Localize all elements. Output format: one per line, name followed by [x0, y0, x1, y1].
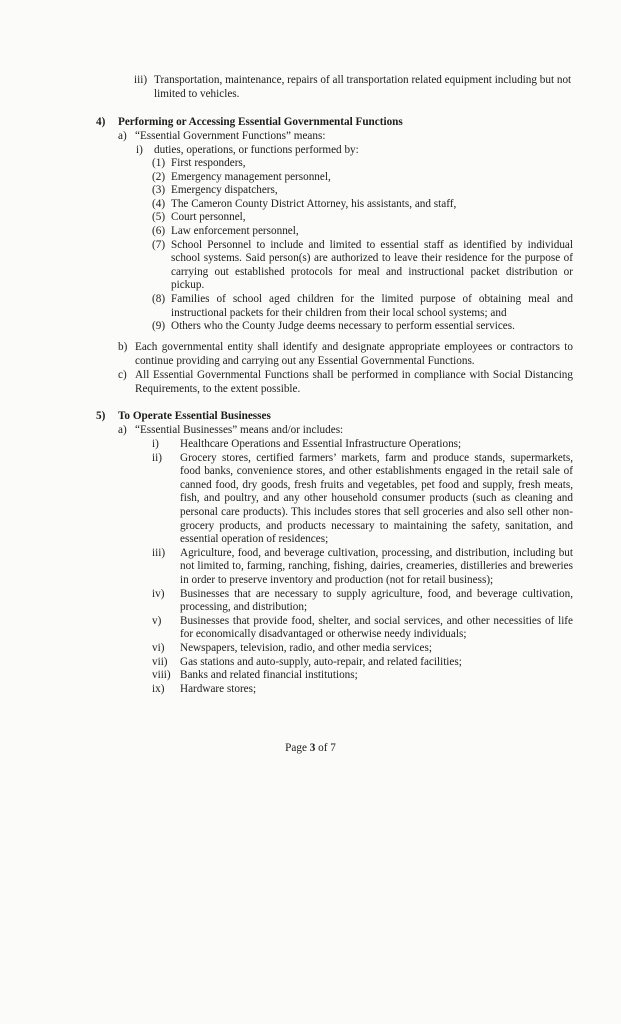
page-number: 3 — [309, 742, 316, 754]
subitem-label: i) — [136, 144, 143, 156]
section-4-a-i — [136, 144, 359, 158]
subsection-text: “Essential Government Functions” means: — [135, 130, 326, 142]
list-item: ii) Grocery stores, certified farmers’ markets, farm and produce stands, supermarkets, food banks, convenience stores, and other establishments engaged in the retail sale of canned food, dry goods, fresh fruits and vegetables, pet food and supply, fresh meats, fish, and poultry, and any other household consumer products (such as cleaning and personal care products). This includes stores that sell groceries and also sell other non- grocery products, and products necessary to maintaining the safety, sanitation, and essential operation of residences; — [152, 451, 573, 546]
subsection-text: All Essential Governmental Functions shall be performed in compliance with Social Distancing Requirements, to the extent possible. — [135, 369, 573, 395]
section-5-heading — [96, 410, 271, 424]
transportation-item — [134, 74, 575, 101]
list-item: (4) The Cameron County District Attorney, his assistants, and staff, — [152, 197, 457, 210]
subitem-text: duties, operations, or functions performed by: — [154, 144, 359, 156]
section-title: Performing or Accessing Essential Governmental Functions — [118, 116, 403, 128]
list-item: (2) Emergency management personnel, — [152, 170, 331, 183]
section-number: 5) — [96, 410, 106, 422]
section-title: To Operate Essential Businesses — [118, 410, 271, 422]
subsection-label: c) — [118, 369, 127, 381]
section-4-a — [118, 130, 325, 144]
list-item: ix) Hardware stores; — [152, 682, 257, 695]
section-4-c — [118, 369, 573, 396]
list-item: (3) Emergency dispatchers, — [152, 184, 278, 197]
list-item: (7) School Personnel to include and limited to essential staff as identified by individual school systems. Said person(s) are authorized to leave their residence for the purpose of carrying out established protocols for meal and instructional packet distribution or pickup. — [152, 238, 573, 292]
section-4-heading — [96, 116, 403, 130]
subsection-text: Each governmental entity shall identify and designate appropriate employees or contractors to continue providing and carrying out any Essential Governmental Functions. — [135, 341, 573, 367]
list-item: vii) Gas stations and auto-supply, auto-repair, and related facilities; — [152, 655, 462, 668]
list-item: (5) Court personnel, — [152, 211, 246, 224]
government-functions-list — [152, 157, 573, 334]
list-item: v) Businesses that provide food, shelter, and social services, and other necessities of life for economically disadvantaged or otherwise needy individuals; — [152, 614, 573, 641]
list-item: i) Healthcare Operations and Essential Infrastructure Operations; — [152, 438, 462, 450]
list-item: iii) Agriculture, food, and beverage cultivation, processing, and distribution, including but not limited to, farming, ranching, fishing, dairies, creameries, distilleries and breweries in order to preserve inventory and production (not for retail business); — [152, 546, 573, 586]
list-item: (1) First responders, — [152, 157, 246, 169]
item-text: Transportation, maintenance, repairs of all transportation related equipment including but not limited to vehicles. — [154, 74, 572, 100]
item-label: iii) — [134, 74, 148, 86]
list-item: (6) Law enforcement personnel, — [152, 224, 299, 237]
section-number: 4) — [96, 116, 106, 128]
list-item: (8) Families of school aged children for the limited purpose of obtaining meal and instructional packets for their children from their local school systems; and — [152, 292, 573, 319]
subsection-label: a) — [118, 130, 127, 142]
list-item: (9) Others who the County Judge deems necessary to perform essential services. — [152, 320, 515, 333]
section-5-a — [118, 424, 343, 438]
page-number-footer — [0, 742, 621, 756]
page-suffix: of 7 — [318, 742, 336, 754]
page-prefix: Page — [285, 742, 307, 754]
essential-businesses-list — [152, 438, 573, 696]
subsection-text: “Essential Businesses” means and/or includes: — [135, 424, 344, 436]
list-item: vi) Newspapers, television, radio, and other media services; — [152, 641, 432, 654]
list-item: viii) Banks and related financial institutions; — [152, 669, 358, 682]
section-4-b — [118, 341, 573, 368]
subsection-label: b) — [118, 341, 128, 353]
list-item: iv) Businesses that are necessary to supply agriculture, food, and beverage cultivation, processing, and distribution; — [152, 587, 573, 614]
subsection-label: a) — [118, 424, 127, 436]
